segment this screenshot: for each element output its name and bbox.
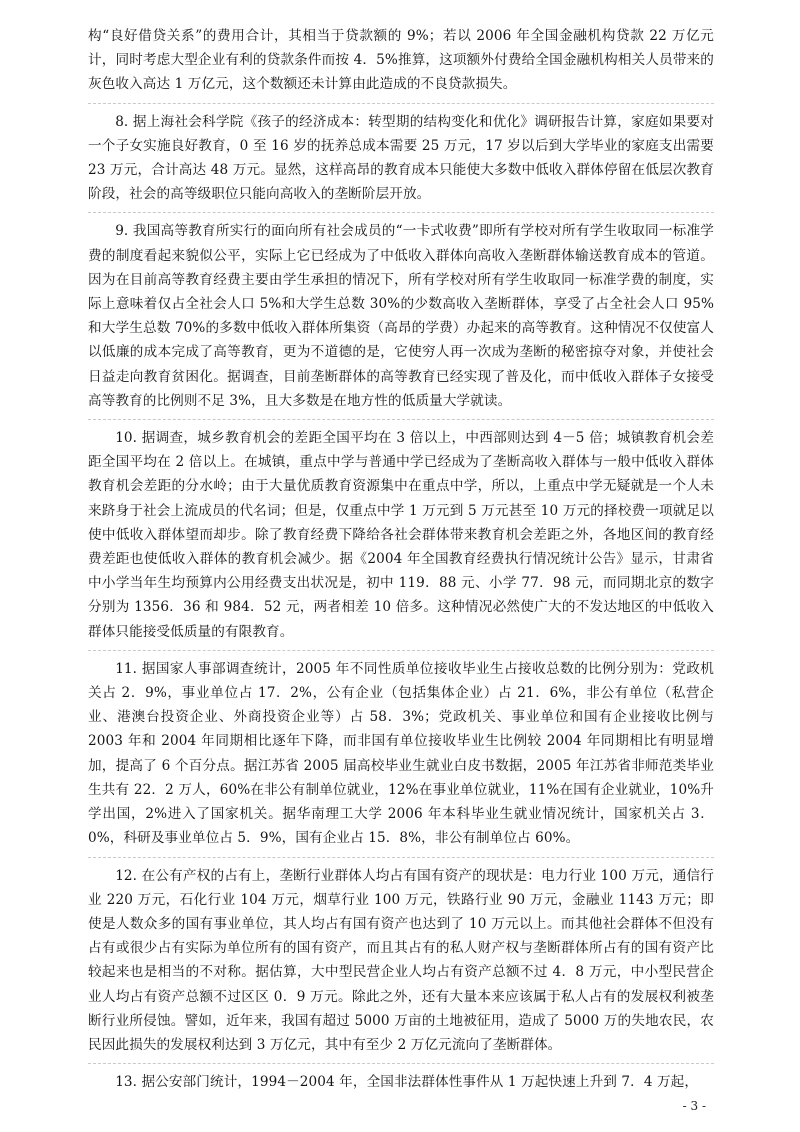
paragraph-8: 8. 据上海社会科学院《孩子的经济成本：转型期的结构变化和优化》调研报告计算，家庭如果要对一个子女实施良好教育，0 至 16 岁的抚养总成本需要 25 万元，17 岁以后到大学毕业的家庭支出需要 23 万元，合计高达 48 万元。显然，这样高昂的教育成本只能使大多数中低收入群体停留在低层次教育阶段，社会的高等级职位只能向高收入的垄断阶层开放。 <box>88 113 714 203</box>
paragraph-11: 11. 据国家人事部调查统计，2005 年不同性质单位接收毕业生占接收总数的比例分别为：党政机关占 2．9%，事业单位占 17．2%，公有企业（包括集体企业）占 21．6%，非公有单位（私营企业、港澳台投资企业、外商投资企业等）占 58．3%；党政机关、事业单位和国有企业接收比例与 2003 年和 2004 年同期相比逐年下降，而非国有单位接收毕业生比例较 2004 年同期相比有明显增加，提高了 6 个百分点。据江苏省 2005 届高校毕业生就业白皮书数据，2005 年江苏省非师范类毕业生共有 22．2 万人，60%在非公有制单位就业，12%在事业单位就业，11%在国有企业就业，10%升学出国，2%进入了国家机关。据华南理工大学 2006 年本科毕业生就业情况统计，国家机关占 3．0%，科研及事业单位占 5．9%，国有企业占 15．8%，非公有制单位占 60%。 <box>88 660 714 847</box>
paragraph-9: 9. 我国高等教育所实行的面向所有社会成员的“一卡式收费”即所有学校对所有学生收取同一标准学费的制度看起来貌似公平，实际上它已经成为了中低收入群体向高收入垄断群体输送教育成本的管道。因为在目前高等教育经费主要由学生承担的情况下，所有学校对所有学生收取同一标准学费的制度，实际上意味着仅占全社会人口 5%和大学生总数 30%的少数高收入垄断群体，享受了占全社会人口 95%和大学生总数 70%的多数中低收入群体所集资（高昂的学费）办起来的高等教育。这种情况不仅使富人以低廉的成本完成了高等教育，更为不道德的是，它使穷人再一次成为垄断的秘密掠夺对象，并使社会日益走向教育贫困化。据调查，目前垄断群体的高等教育已经实现了普及化，而中低收入群体子女接受高等教育的比例则不足 3%，且大多数是在地方性的低质量大学就读。 <box>88 223 714 409</box>
paragraph-1: 构“良好借贷关系”的费用合计，其相当于贷款额的 9%；若以 2006 年全国金融机构贷款 22 万亿元计，同时考虑大型企业有利的贷款条件而按 4．5%推算，这项额外付费给全国金融机构相关人员带来的灰色收入高达 1 万亿元，这个数额还未计算由此造成的不良贷款损失。 <box>88 28 714 93</box>
paragraph-12: 12. 在公有产权的占有上，垄断行业群体人均占有国有资产的现状是：电力行业 100 万元，通信行业 220 万元，石化行业 104 万元，烟草行业 100 万元，铁路行业 90 万元，金融业 1143 万元；即使是人数众多的国有事业单位，其人均占有国有资产也达到了 10 万元以上。而其他社会群体不但没有占有或很少占有实际为单位所有的国有资产，而且其占有的私人财产权与垄断群体所占有的国有资产比较起来也是相当的不对称。据估算，大中型民营企业人均占有资产总额不过 4．8 万元，中小型民营企业人均占有资产总额不过区区 0．9 万元。除此之外，还有大量本来应该属于私人占有的发展权利被垄断行业所侵蚀。譬如，近年来，我国有超过 5000 万亩的土地被征用，造成了 5000 万的失地农民，农民因此损失的发展权利达到 3 万亿元，其中有至少 2 万亿元流向了垄断群体。 <box>88 867 714 1053</box>
paragraph-divider <box>88 212 714 213</box>
paragraph-13: 13. 据公安部门统计，1994－2004 年，全国非法群体性事件从 1 万起快速上升到 7．4 万起， <box>115 1074 699 1091</box>
paragraph-divider <box>88 1063 714 1064</box>
paragraph-divider <box>88 650 714 651</box>
paragraph-divider <box>88 103 714 104</box>
paragraph-divider <box>88 419 714 420</box>
paragraph-10: 10. 据调查，城乡教育机会的差距全国平均在 3 倍以上，中西部则达到 4－5 倍；城镇教育机会差距全国平均在 2 倍以上。在城镇，重点中学与普通中学已经成为了垄断高收入群体与一般中低收入群体教育机会差距的分水岭；由于大量优质教育资源集中在重点中学，所以，上重点中学无疑就是一个人未来跻身于社会上流成员的代名词；但是，仅重点中学 1 万元到 5 万元甚至 10 万元的择校费一项就足以使中低收入群体望而却步。除了教育经费下降给各社会群体带来教育机会差距之外，各地区间的教育经费差距也使低收入群体的教育机会减少。据《2004 年全国教育经费执行情况统计公告》显示，甘肃省中小学当年生均预算内公用经费支出状况是，初中 119．88 元、小学 77．98 元，而同期北京的数字分别为 1356．36 和 984．52 元，两者相差 10 倍多。这种情况必然使广大的不发达地区的中低收入群体只能接受低质量的有限教育。 <box>88 430 714 640</box>
paragraph-divider <box>88 857 714 858</box>
page-number: - 3 - <box>682 1099 706 1113</box>
